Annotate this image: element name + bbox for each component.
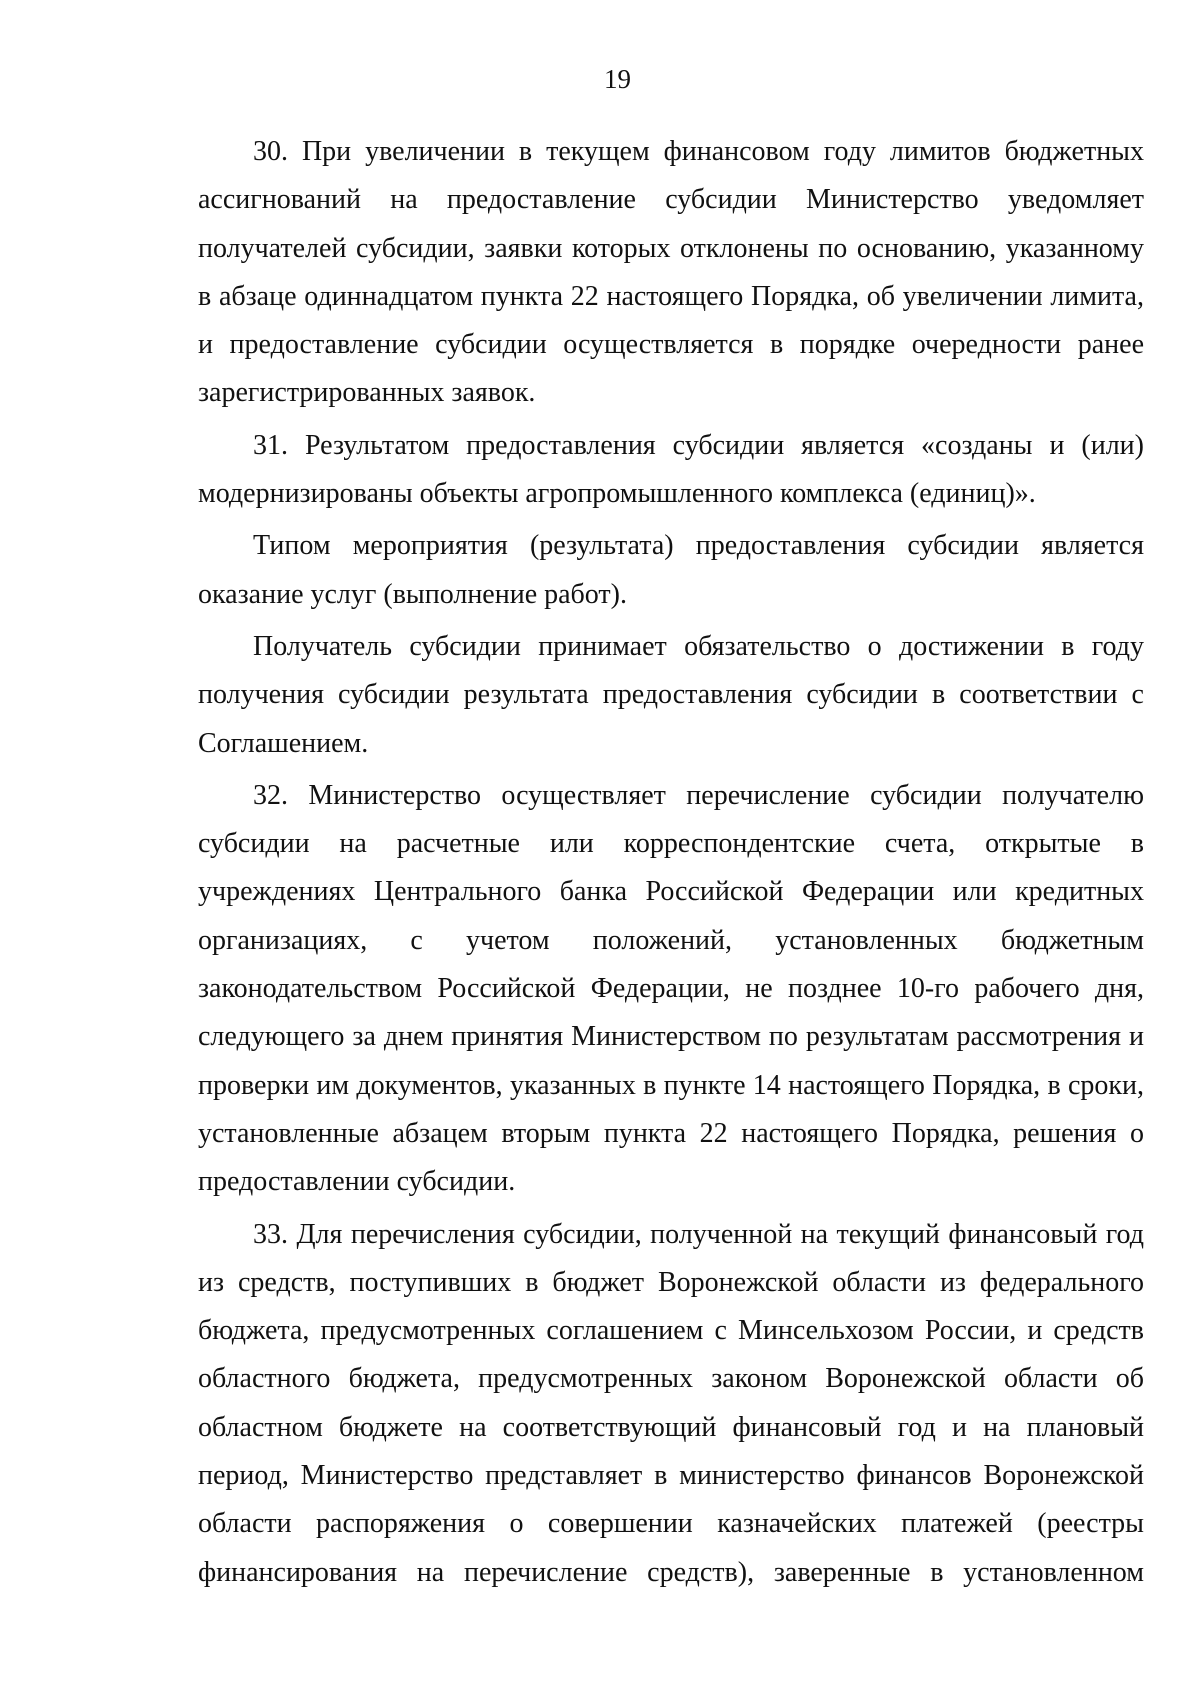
paragraph-32: 32. Министерство осуществляет перечисление субсидии получателю субсидии на расчетные или корреспондентские счета, открытые в учреждениях Центрального банка Российской Федерации или кредитных организациях, с учетом положений, установленных бюджетным законодательством Российской Федерации, не позднее 10-го рабочего дня, следующего за днем принятия Министерством по результатам рассмотрения и проверки им документов, указанных в пункте 14 настоящего Порядка, в сроки, установленные абзацем вторым пункта 22 настоящего Порядка, решения о предоставлении субсидии. [198, 779, 1144, 1198]
paragraph-30: 30. При увеличении в текущем финансовом году лимитов бюджетных ассигнований на предоставление субсидии Министерство уведомляет получателей субсидии, заявки которых отклонены по основанию, указанному в абзаце одиннадцатом пункта 22 настоящего Порядка, об увеличении лимита, и предоставление субсидии осуществляется в порядке очередности ранее зарегистрированных заявок. [198, 136, 1144, 409]
paragraph-event-type: Типом мероприятия (результата) предоставления субсидии является оказание услуг (выполнение работ). [198, 530, 1144, 610]
paragraph-recipient-obligation: Получатель субсидии принимает обязательство о достижении в году получения субсидии результата предоставления субсидии в соответствии с Соглашением. [198, 630, 1144, 759]
page-number: 19 [604, 64, 631, 94]
paragraph-33: 33. Для перечисления субсидии, полученной на текущий финансовый год из средств, поступивших в бюджет Воронежской области из федерального бюджета, предусмотренных соглашением с Минсельхозом России, и средств областного бюджета, предусмотренных законом Воронежской области об областном бюджете на соответствующий финансовый год и на плановый период, Министерство представляет в министерство финансов Воронежской области распоряжения о совершении казначейских платежей (реестры финансирования на перечисление средств), заверенные в установленном [198, 1218, 1144, 1588]
paragraph-31: 31. Результатом предоставления субсидии является «созданы и (или) модернизированы объекты агропромышленного комплекса (единиц)». [198, 429, 1144, 510]
document-body [198, 128, 1144, 1597]
